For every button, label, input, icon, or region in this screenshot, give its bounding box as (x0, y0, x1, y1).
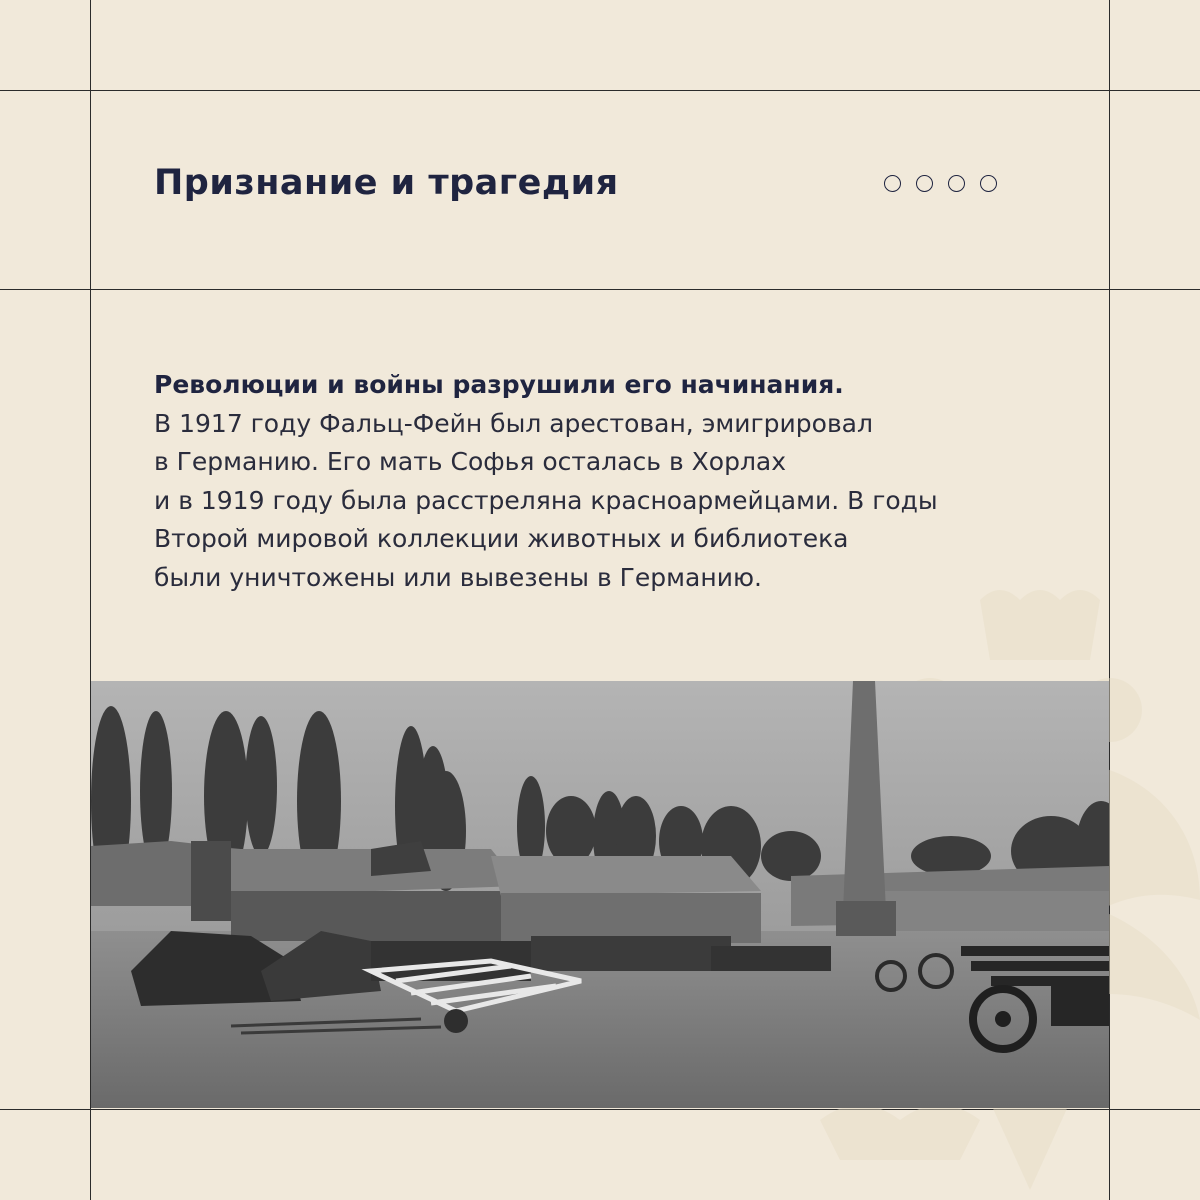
pagination-dot-4 (980, 175, 997, 192)
body-text (154, 366, 1054, 597)
slide-title: Признание и трагедия (154, 163, 619, 203)
archival-photo-illustration (91, 681, 1109, 1108)
grid-line-top (0, 90, 1200, 91)
pagination-dot-2 (916, 175, 933, 192)
body-line: и в 1919 году была расстреляна красноармейцами. В годы (154, 485, 938, 515)
body-line: Второй мировой коллекции животных и библиотека (154, 524, 849, 553)
body-line: были уничтожены или вывезены в Германию. (154, 562, 762, 592)
pagination-dot-3 (948, 175, 965, 192)
body-line: в Германию. Его мать Софья осталась в Хорлах (154, 447, 787, 476)
archival-photo (91, 681, 1109, 1108)
pagination-dots (884, 175, 997, 192)
pagination-dot-1 (884, 175, 901, 192)
grid-line-header-bottom (0, 289, 1200, 290)
lead-sentence: Революции и войны разрушили его начинания. (154, 370, 844, 399)
body-line: В 1917 году Фальц-Фейн был арестован, эмигрировал (154, 408, 873, 438)
